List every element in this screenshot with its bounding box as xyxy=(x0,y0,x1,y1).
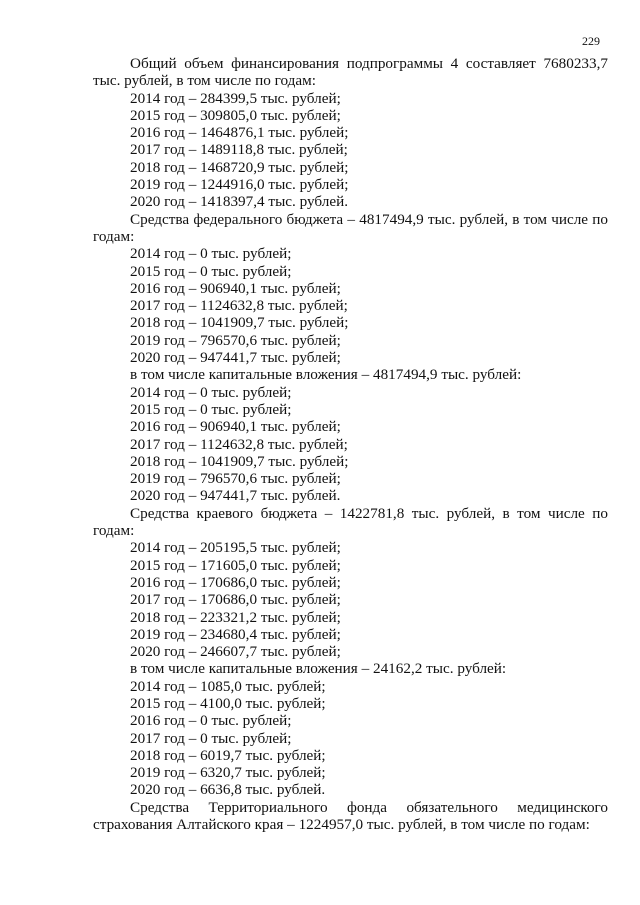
list-line: 2019 год – 796570,6 тыс. рублей; xyxy=(130,331,341,349)
paragraph: Средства краевого бюджета – 1422781,8 тыс. рублей, в том числе по годам: xyxy=(93,504,608,540)
list-line: в том числе капитальные вложения – 24162,2 тыс. рублей: xyxy=(130,660,507,678)
list-line: 2015 год – 309805,0 тыс. рублей; xyxy=(130,106,341,124)
list-line: 2015 год – 0 тыс. рублей; xyxy=(130,262,292,280)
list-line: 2020 год – 1418397,4 тыс. рублей. xyxy=(130,193,348,211)
list-line: 2018 год – 6019,7 тыс. рублей; xyxy=(130,746,326,764)
list-line: 2015 год – 171605,0 тыс. рублей; xyxy=(130,556,341,574)
list-line: 2017 год – 1124632,8 тыс. рублей; xyxy=(130,435,348,453)
document-body xyxy=(93,55,608,833)
list-line: 2018 год – 1468720,9 тыс. рублей; xyxy=(130,158,349,176)
list-line: 2016 год – 906940,1 тыс. рублей; xyxy=(130,418,341,436)
list-line: 2015 год – 0 тыс. рублей; xyxy=(130,400,292,418)
list-line: 2016 год – 0 тыс. рублей; xyxy=(130,712,292,730)
list-line: в том числе капитальные вложения – 4817494,9 тыс. рублей: xyxy=(130,366,522,384)
list-line: 2017 год – 1124632,8 тыс. рублей; xyxy=(130,297,348,315)
list-line: 2014 год – 0 тыс. рублей; xyxy=(130,383,292,401)
paragraph: Общий объем финансирования подпрограммы 4 составляет 7680233,7 тыс. рублей, в том числе по годам: xyxy=(93,55,608,90)
list-line: 2016 год – 170686,0 тыс. рублей; xyxy=(130,573,341,591)
list-line: 2014 год – 284399,5 тыс. рублей; xyxy=(130,89,341,107)
list-line: 2019 год – 234680,4 тыс. рублей; xyxy=(130,625,341,643)
list-line: 2020 год – 246607,7 тыс. рублей; xyxy=(130,643,341,661)
list-line: 2018 год – 1041909,7 тыс. рублей; xyxy=(130,314,349,332)
paragraph: Средства Территориального фонда обязательного медицинского страхования Алтайского края – 1224957,0 тыс. рублей, в том числе по годам: xyxy=(93,798,608,834)
list-line: 2018 год – 223321,2 тыс. рублей; xyxy=(130,608,341,626)
list-line: 2017 год – 0 тыс. рублей; xyxy=(130,729,292,747)
list-line: 2019 год – 6320,7 тыс. рублей; xyxy=(130,764,326,782)
page-number: 229 xyxy=(582,34,600,48)
list-line: 2020 год – 947441,7 тыс. рублей; xyxy=(130,349,341,367)
list-line: 2016 год – 906940,1 тыс. рублей; xyxy=(130,279,341,297)
list-line: 2020 год – 6636,8 тыс. рублей. xyxy=(130,781,326,799)
list-line: 2017 год – 170686,0 тыс. рублей; xyxy=(130,591,341,609)
list-line: 2014 год – 205195,5 тыс. рублей; xyxy=(130,539,341,557)
list-line: 2014 год – 1085,0 тыс. рублей; xyxy=(130,677,326,695)
list-line: 2015 год – 4100,0 тыс. рублей; xyxy=(130,694,326,712)
list-line: 2016 год – 1464876,1 тыс. рублей; xyxy=(130,124,349,142)
list-line: 2019 год – 1244916,0 тыс. рублей; xyxy=(130,176,349,194)
list-line: 2014 год – 0 тыс. рублей; xyxy=(130,245,292,263)
paragraph: Средства федерального бюджета – 4817494,9 тыс. рублей, в том числе по годам: xyxy=(93,210,608,245)
list-line: 2018 год – 1041909,7 тыс. рублей; xyxy=(130,452,349,470)
list-line: 2017 год – 1489118,8 тыс. рублей; xyxy=(130,141,348,159)
list-line: 2020 год – 947441,7 тыс. рублей. xyxy=(130,487,341,505)
list-line: 2019 год – 796570,6 тыс. рублей; xyxy=(130,470,341,488)
